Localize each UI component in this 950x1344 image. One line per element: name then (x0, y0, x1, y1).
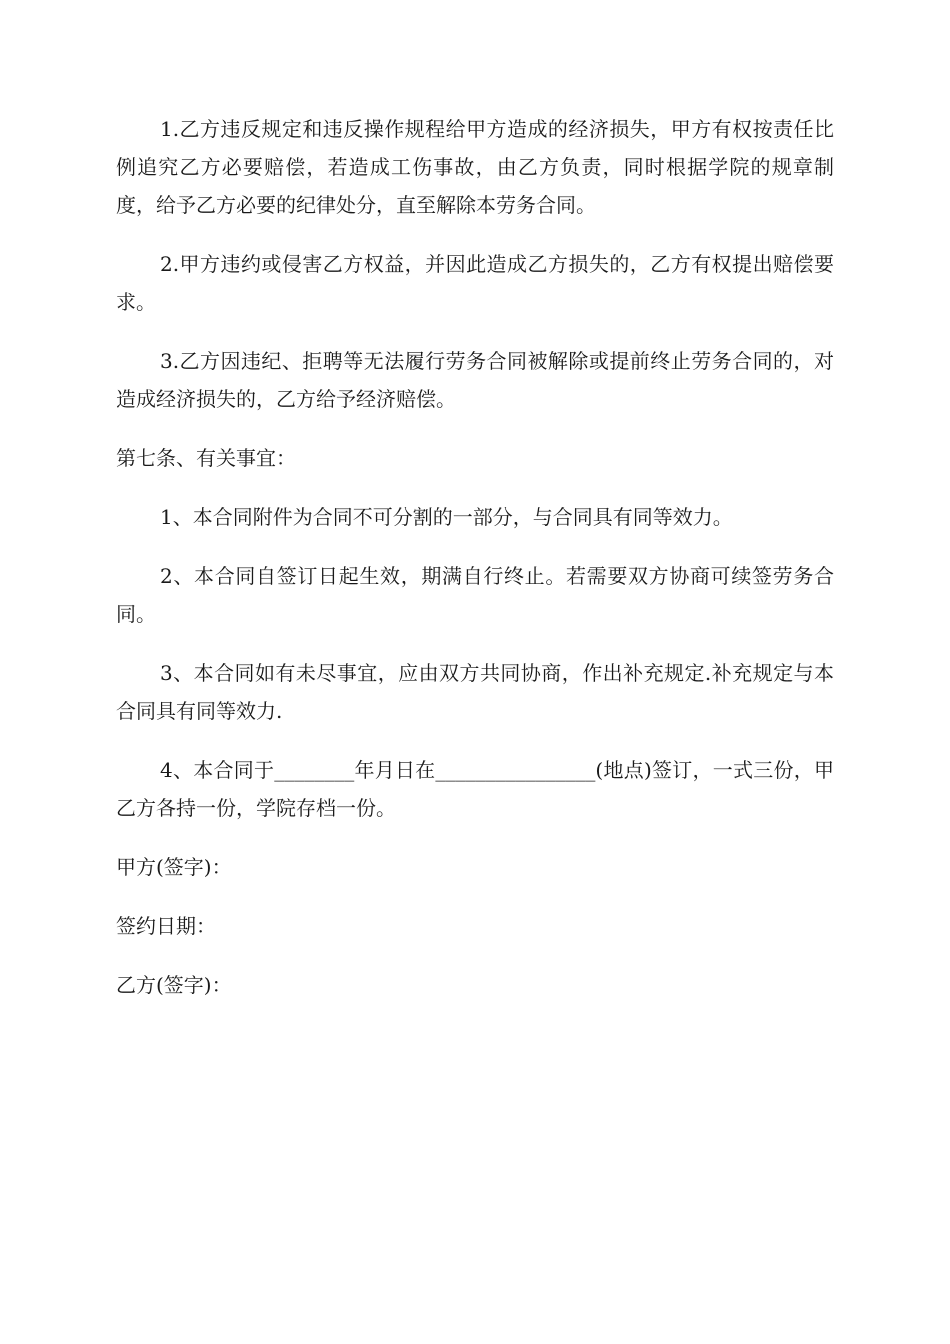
clause-1-party-b-liability: 1.乙方违反规定和违反操作规程给甲方造成的经济损失，甲方有权按责任比例追究乙方必要赔偿，若造成工伤事故，由乙方负责，同时根据学院的规章制度，给予乙方必要的纪律处分，直至解除本劳务合同。 (116, 117, 834, 217)
article-7-item-1: 1、本合同附件为合同不可分割的一部分，与合同具有同等效力。 (160, 505, 733, 529)
article-7-item-2: 2、本合同自签订日起生效，期满自行终止。若需要双方协商可续签劳务合同。 (116, 564, 834, 626)
party-a-signature-line: 甲方(签字)： (116, 855, 232, 879)
article-7-heading: 第七条、有关事宜： (116, 446, 296, 470)
clause-3-termination-compensation: 3.乙方因违纪、拒聘等无法履行劳务合同被解除或提前终止劳务合同的，对造成经济损失的，乙方给予经济赔偿。 (116, 349, 834, 411)
article-7-item-4: 4、本合同于________年月日在________________(地点)签订，一式三份，甲乙方各持一份，学院存档一份。 (116, 758, 834, 820)
article-7-item-3: 3、本合同如有未尽事宜，应由双方共同协商，作出补充规定.补充规定与本合同具有同等效力. (116, 661, 834, 723)
clause-2-party-a-breach: 2.甲方违约或侵害乙方权益，并因此造成乙方损失的，乙方有权提出赔偿要求。 (116, 252, 834, 314)
document-page (116, 110, 834, 1025)
signing-date-line: 签约日期： (116, 914, 216, 938)
party-b-signature-line: 乙方(签字)： (116, 973, 232, 997)
